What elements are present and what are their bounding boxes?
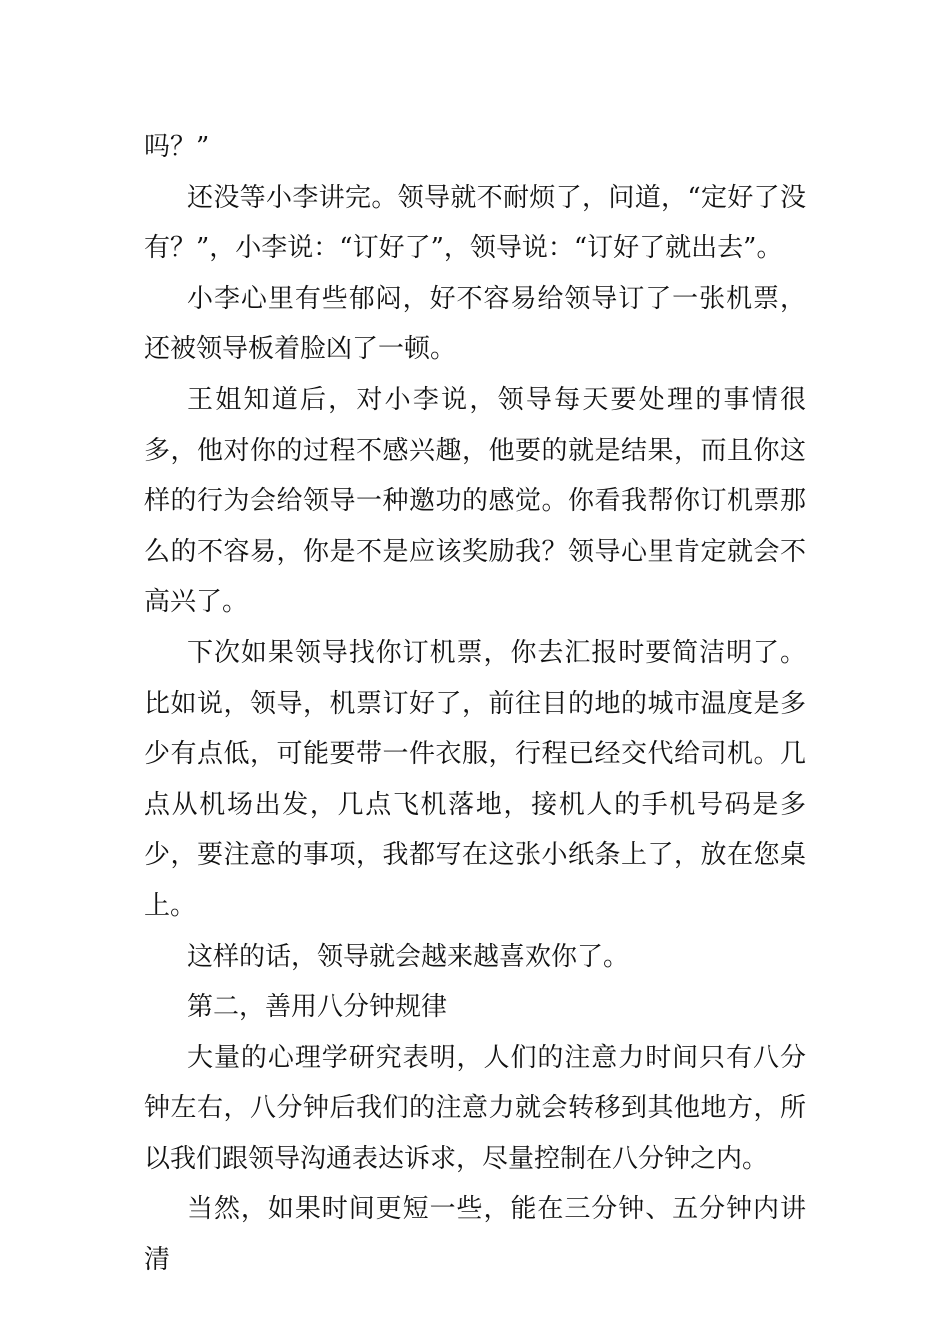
- paragraph: 还没等小李讲完。领导就不耐烦了，问道，“定好了没有？”，小李说：“订好了”，领导说：“订好了就出去”。: [144, 182, 806, 264]
- paragraph: 小李心里有些郁闷，好不容易给领导订了一张机票，还被领导板着脸凶了一顿。: [144, 283, 806, 365]
- paragraph: 王姐知道后，对小李说，领导每天要处理的事情很多，他对你的过程不感兴趣，他要的就是结果，而且你这样的行为会给领导一种邀功的感觉。你看我帮你订机票那么的不容易，你是不是应该奖励我？领导心里肯定就会不高兴了。: [144, 384, 806, 618]
- paragraph-truncated: 当然，如果时间更短一些，能在三分钟、五分钟内讲清: [144, 1194, 806, 1276]
- section-heading: 第二，善用八分钟规律: [187, 992, 448, 1023]
- paragraph: 下次如果领导找你订机票，你去汇报时要简洁明了。比如说，领导，机票订好了，前往目的地的城市温度是多少有点低，可能要带一件衣服，行程已经交代给司机。几点从机场出发，几点飞机落地，接机人的手机号码是多少，要注意的事项，我都写在这张小纸条上了，放在您桌上。: [144, 637, 806, 921]
- body-text: [144, 122, 806, 1286]
- paragraph-continuation: 吗？”: [144, 132, 210, 162]
- paragraph: 这样的话，领导就会越来越喜欢你了。: [187, 941, 630, 972]
- paragraph: 大量的心理学研究表明，人们的注意力时间只有八分钟左右，八分钟后我们的注意力就会转移到其他地方，所以我们跟领导沟通表达诉求，尽量控制在八分钟之内。: [144, 1042, 806, 1174]
